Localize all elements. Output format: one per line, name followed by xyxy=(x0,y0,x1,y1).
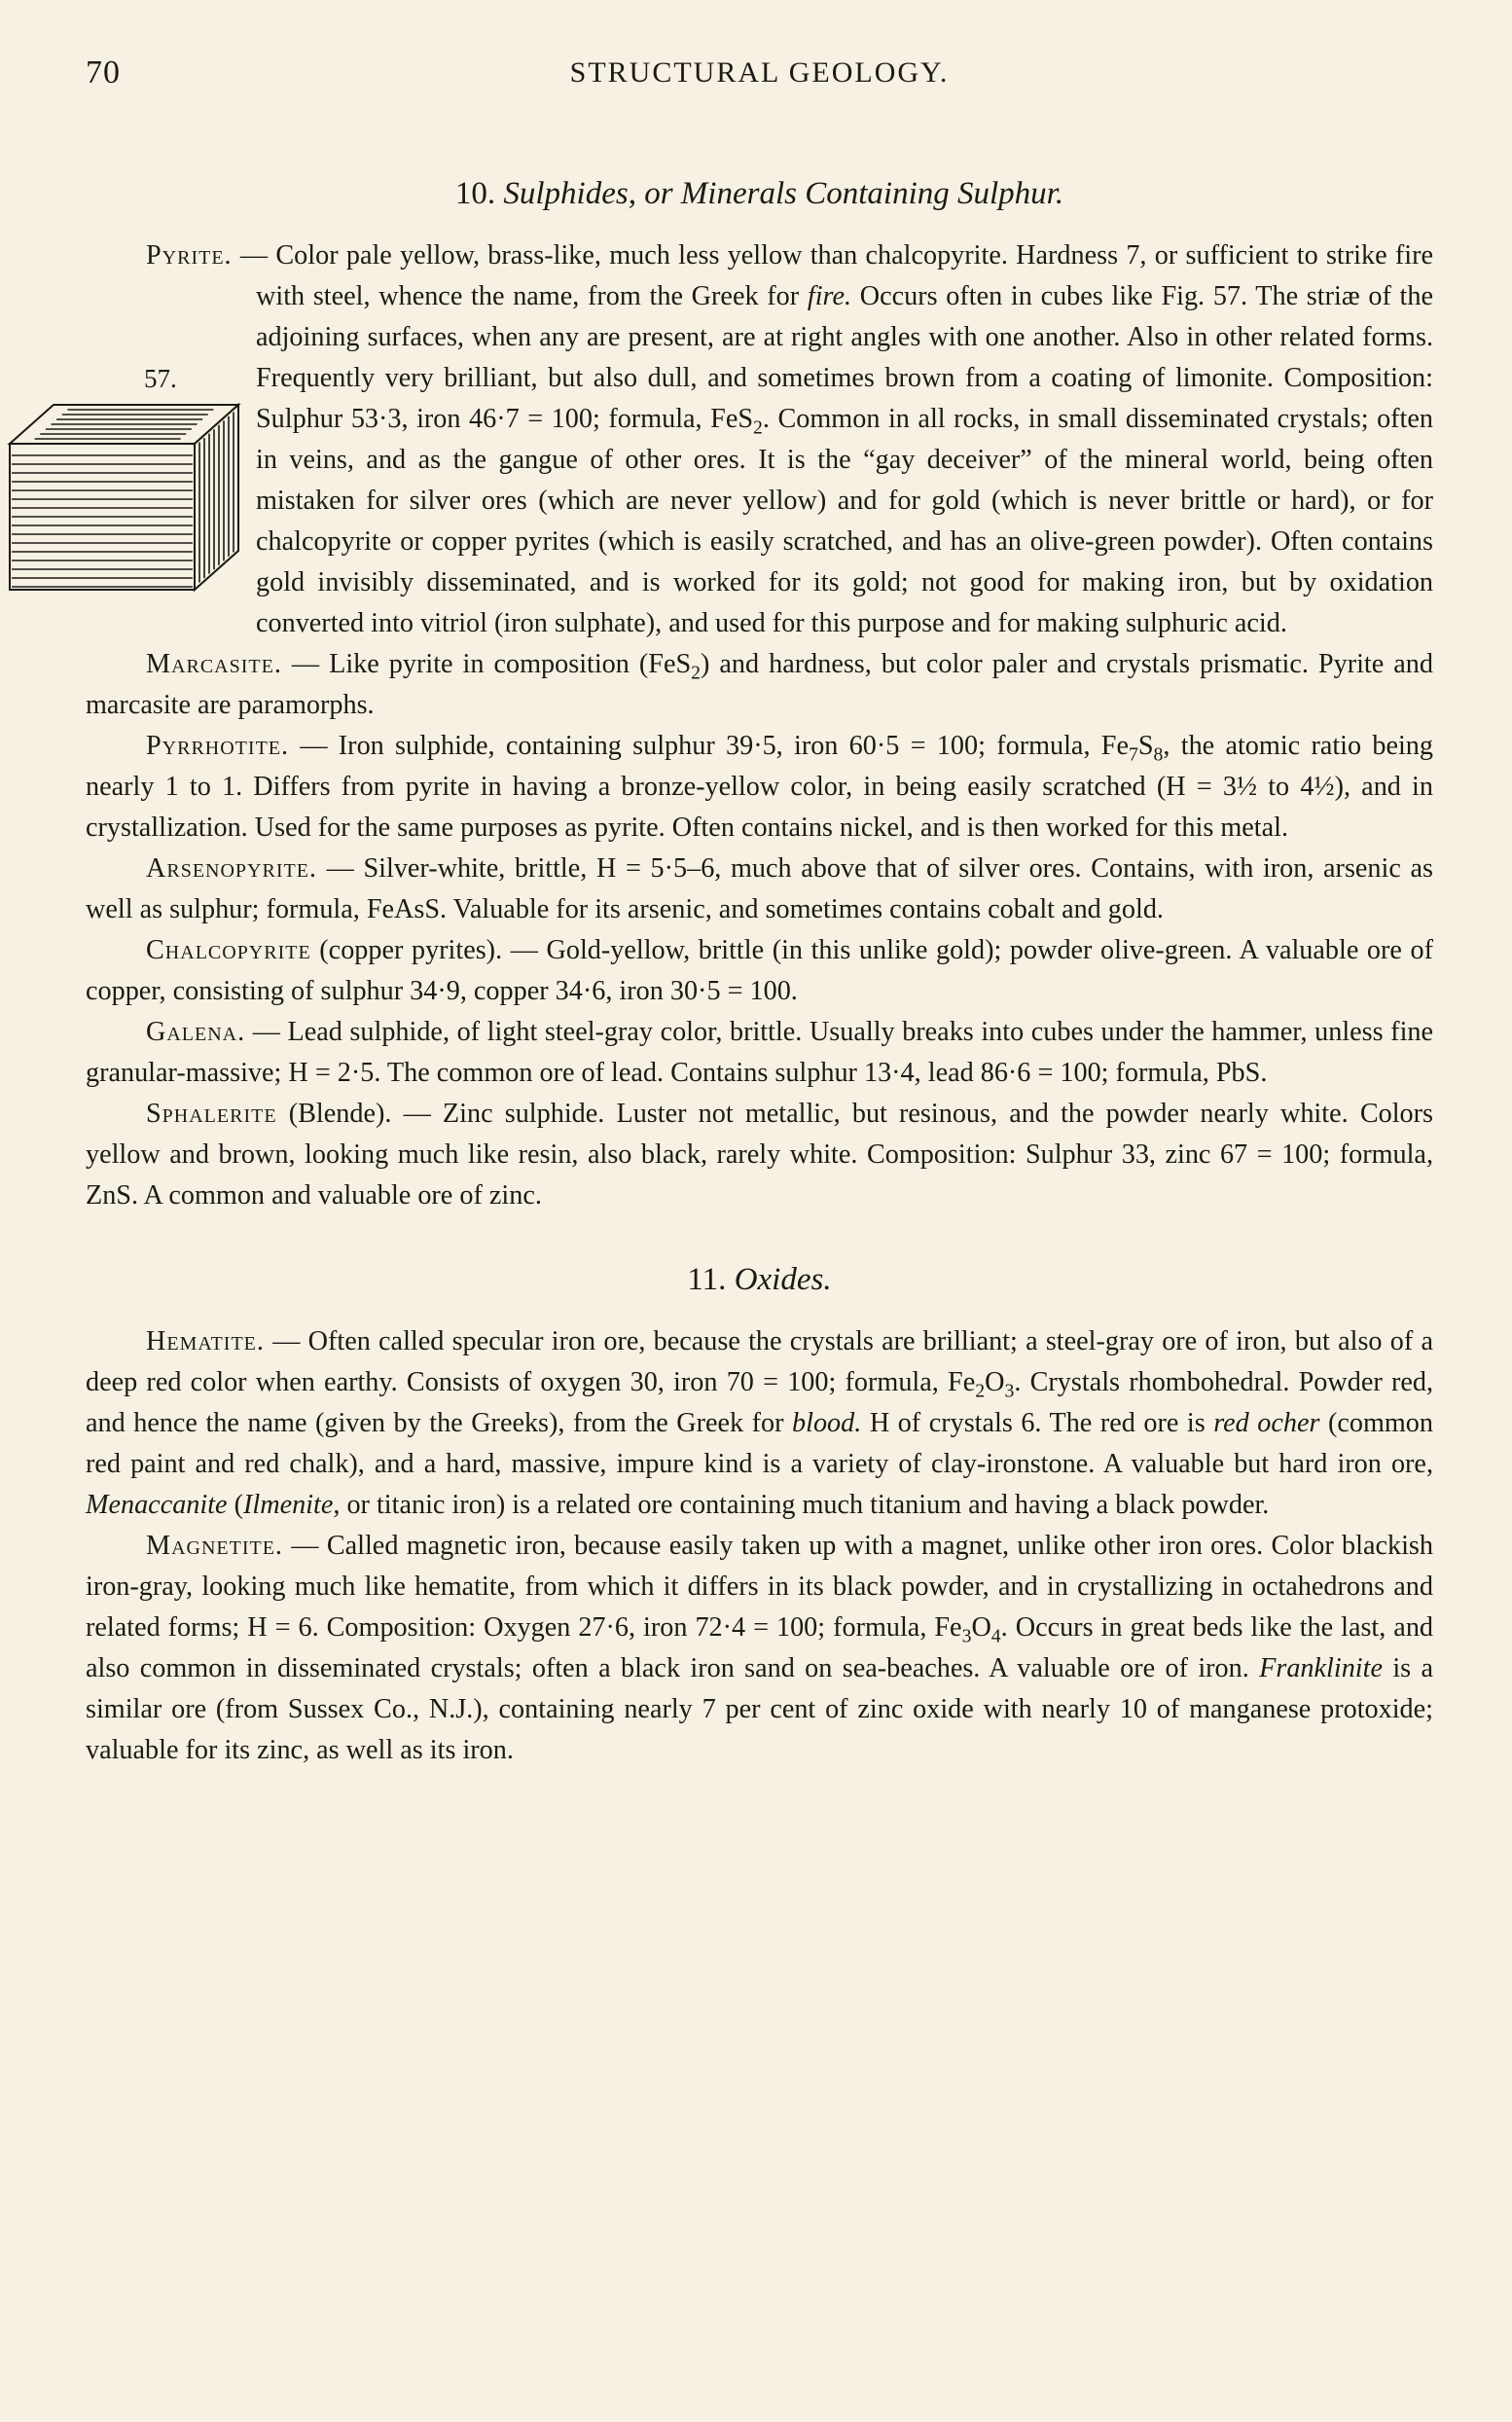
entry-sphalerite xyxy=(86,1094,1433,1216)
entry-arsenopyrite xyxy=(86,849,1433,930)
entry-text: , or titanic iron) is a related ore containing much titanium and having a black powder. xyxy=(333,1490,1270,1520)
entry-text: — Iron sulphide, containing sulphur 39·5, iron 60·5 = 100; formula, Fe xyxy=(289,731,1129,761)
mineral-name: Marcasite. xyxy=(146,649,282,679)
entry-text: — Lead sulphide, of light steel-gray color, brittle. Usually breaks into cubes under the hammer, unless fine granular-massive; H = 2·5. The common ore of lead. Contains sulphur 13·4, lead 86·6 = 100; formula, PbS. xyxy=(86,1017,1433,1088)
italic-term: Franklinite xyxy=(1259,1653,1383,1683)
mineral-name: Magnetite. xyxy=(146,1531,283,1561)
entry-text: . Crystals rhombohedral. Powder red, and hence the name (given by the Greeks), from the Greek for xyxy=(86,1367,1433,1438)
section-title-oxides xyxy=(86,1257,1433,1302)
entry-chalcopyrite xyxy=(86,930,1433,1012)
figure-label: 57. xyxy=(144,364,177,393)
entry-text: . Common in all rocks, in small disseminated crystals; often in veins, and as the gangue of other ores. It is the “gay deceiver” of the mineral world, being often mistaken for silver ores (which are never yellow) and for gold (which is never brittle or hard), or for chalcopyrite or copper pyrites (which is easily scratched, and has an olive-green powder). Often contains gold invisibly disseminated, and is worked for its gold; not good for making iron, but by oxidation converted into vitriol (iron sulphate), and used for this purpose and for making sulphuric acid. xyxy=(256,404,1433,638)
entry-hematite xyxy=(86,1321,1433,1526)
page-number: 70 xyxy=(86,54,121,90)
entry-text: O xyxy=(971,1612,991,1643)
section-heading: Sulphides, or Minerals Containing Sulphur. xyxy=(503,176,1064,211)
mineral-name: Pyrrhotite. xyxy=(146,731,290,761)
section-heading: Oxides. xyxy=(734,1262,832,1297)
subscript: 2 xyxy=(753,416,763,439)
subscript: 7 xyxy=(1128,743,1138,766)
italic-term: fire. xyxy=(807,281,852,311)
mineral-name: Arsenopyrite. xyxy=(146,853,317,884)
italic-term: red ocher xyxy=(1213,1408,1320,1438)
entry-text: — Silver-white, brittle, H = 5·5–6, much above that of silver ores. Contains, with iron, arsenic as well as sulphur; formula, FeAsS. Valuable for its arsenic, and sometimes contains cobalt and gold. xyxy=(86,853,1433,924)
entry-text: — Often called specular iron ore, because the crystals are brilliant; a steel-gray ore of iron, but also of a deep red color when earthy. Consists of oxygen 30, iron 70 = 100; formula, Fe xyxy=(86,1326,1433,1397)
running-title: STRUCTURAL GEOLOGY. xyxy=(569,56,950,89)
subscript: 2 xyxy=(975,1380,986,1402)
section-number: 11. xyxy=(687,1262,727,1297)
section-title-sulphides xyxy=(86,171,1433,216)
entry-text: (copper pyrites). — Gold-yellow, brittle (in this unlike gold); powder olive-green. A valuable ore of copper, consisting of sulphur 34·9, copper 34·6, iron 30·5 = 100. xyxy=(86,935,1433,1006)
entry-pyrrhotite xyxy=(86,726,1433,849)
entry-text: H of crystals 6. The red ore is xyxy=(861,1408,1214,1438)
entry-text: (Blende). — Zinc sulphide. Luster not metallic, but resinous, and the powder nearly white. Colors yellow and brown, looking much like resin, also black, rarely white. Composition: Sulphur 33, zinc 67 = 100; formula, ZnS. A common and valuable ore of zinc. xyxy=(86,1099,1433,1211)
entry-pyrite xyxy=(86,235,1433,644)
entry-text: — Color pale yellow, brass-like, much less yellow than chalcopyrite. Hardness 7, or sufficient to strike fire with steel, whence the name, from the Greek for xyxy=(232,240,1433,311)
mineral-name: Sphalerite xyxy=(146,1099,277,1129)
running-head xyxy=(86,54,1433,99)
mineral-name: Chalcopyrite xyxy=(146,935,311,965)
entry-text: — Like pyrite in composition (FeS xyxy=(281,649,692,679)
entry-text: . Occurs in great beds like the last, and also common in disseminated crystals; often a black iron sand on sea-beaches. A valuable ore of iron. xyxy=(86,1612,1434,1683)
figure-57 xyxy=(0,280,248,633)
mineral-name: Hematite. xyxy=(146,1326,265,1356)
section-number: 10. xyxy=(454,176,496,211)
entry-magnetite xyxy=(86,1526,1433,1771)
entry-text: — Called magnetic iron, because easily taken up with a magnet, unlike other iron ores. Color blackish iron-gray, looking much like hematite, from which it differs in its black powder, and in crystallizing in octahedrons and related forms; H = 6. Composition: Oxygen 27·6, iron 72·4 = 100; formula, Fe xyxy=(86,1531,1433,1643)
page-body xyxy=(86,171,1433,1771)
entry-text: O xyxy=(985,1367,1005,1397)
entry-text: ) and hardness, but color paler and crystals prismatic. Pyrite and marcasite are paramorphs. xyxy=(86,649,1433,720)
italic-term: Menaccanite xyxy=(86,1490,228,1520)
subscript: 8 xyxy=(1153,743,1164,766)
cube-crystal-illustration xyxy=(0,395,243,599)
entry-text: , the atomic ratio being nearly 1 to 1. Differs from pyrite in having a bronze-yellow color, in being easily scratched (H = 3½ to 4½), and in crystallization. Used for the same purposes as pyrite. Often contains nickel, and is then worked for this metal. xyxy=(86,731,1433,843)
mineral-name: Galena. xyxy=(146,1017,246,1047)
entry-text: (common red paint and red chalk), and a hard, massive, impure kind is a variety of clay-ironstone. A valuable but hard iron ore, xyxy=(86,1408,1433,1479)
entry-text: S xyxy=(1137,731,1154,761)
entry-text: ( xyxy=(227,1490,243,1520)
mineral-name: Pyrite. xyxy=(146,240,233,271)
subscript: 3 xyxy=(961,1625,972,1647)
entry-galena xyxy=(86,1012,1433,1094)
entry-marcasite xyxy=(86,644,1433,726)
subscript: 3 xyxy=(1004,1380,1015,1402)
subscript: 4 xyxy=(990,1625,1001,1647)
italic-term: blood. xyxy=(792,1408,862,1438)
subscript: 2 xyxy=(691,662,702,684)
italic-term: Ilmenite xyxy=(243,1490,334,1520)
entry-text: is a similar ore (from Sussex Co., N.J.), containing nearly 7 per cent of zinc oxide with nearly 10 of manganese protoxide; valuable for its zinc, as well as its iron. xyxy=(86,1653,1433,1765)
entry-text: Occurs often in cubes like Fig. 57. The striæ of the adjoining surfaces, when any are present, are at right angles with one another. Also in other related forms. Frequently very brilliant, but also dull, and sometimes brown from a coating of limonite. Composition: Sulphur 53·3, iron 46·7 = 100; formula, FeS xyxy=(256,281,1433,434)
